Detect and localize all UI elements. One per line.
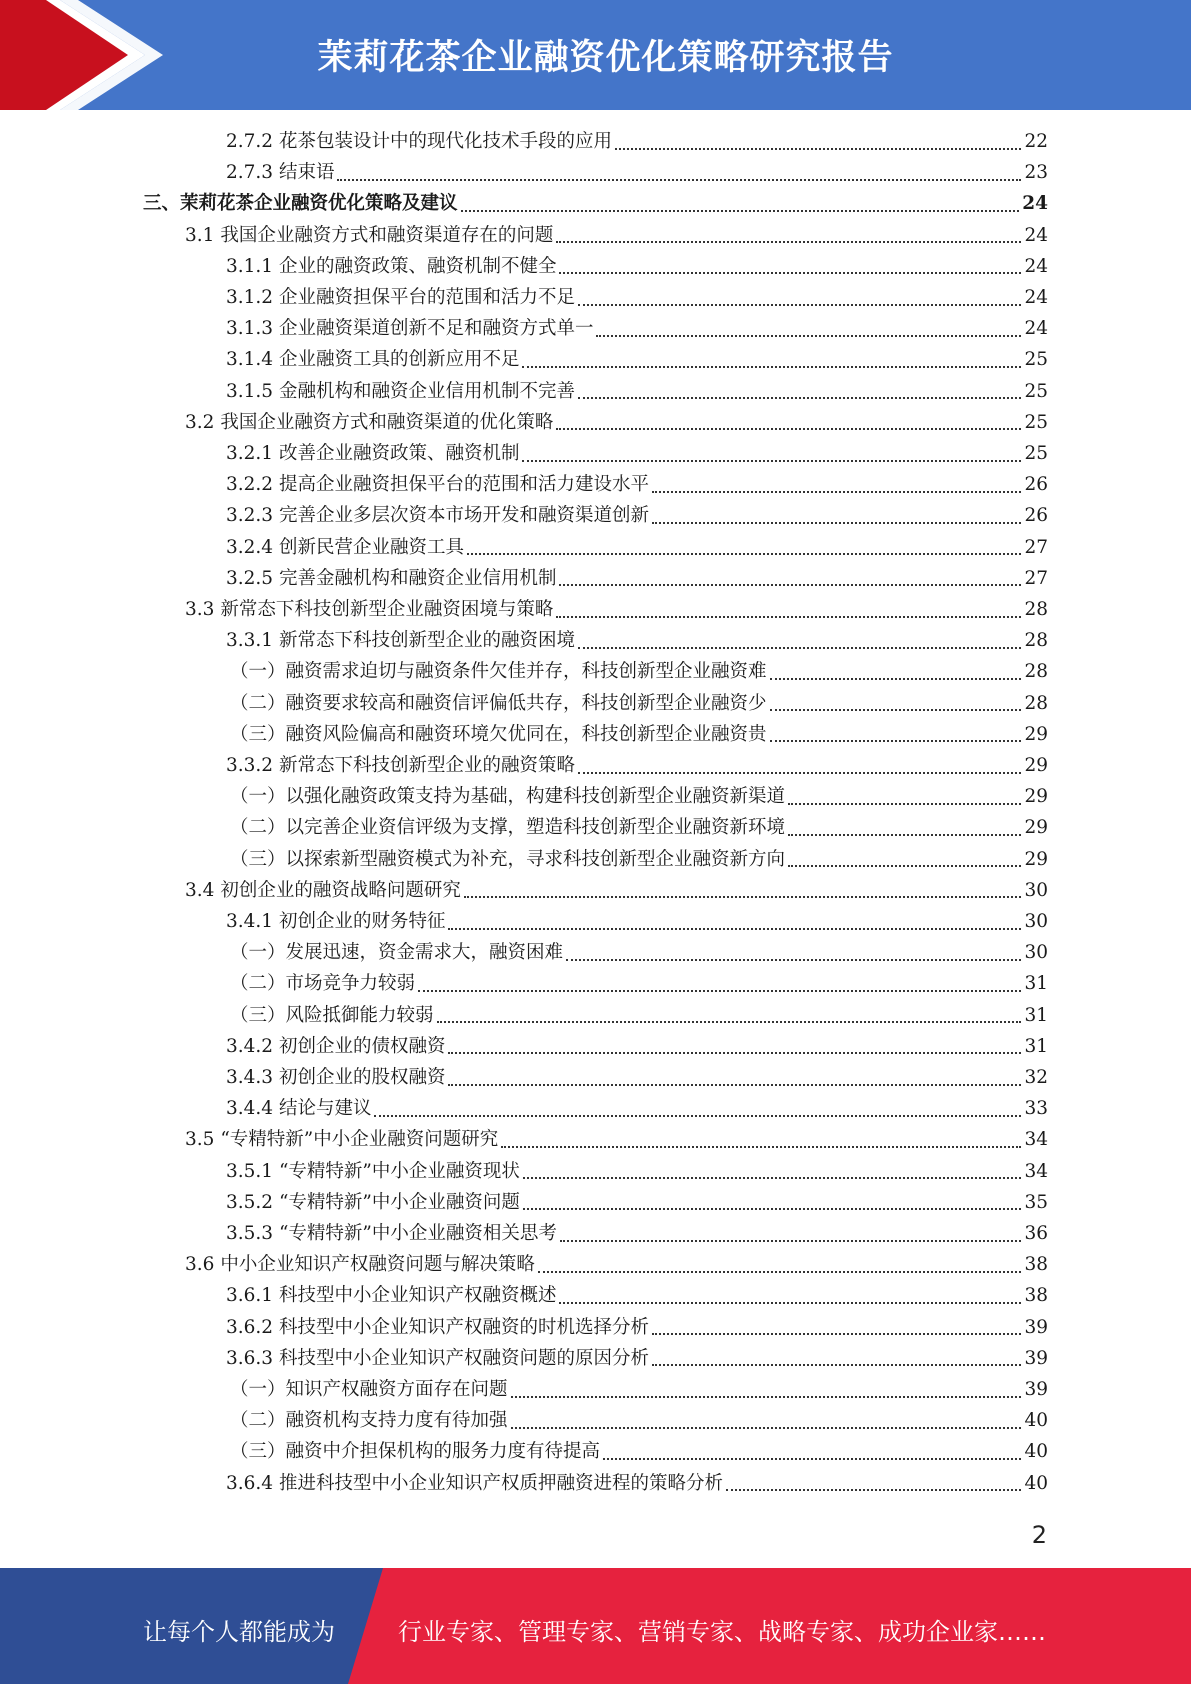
toc-entry-title	[230, 812, 785, 843]
toc-leader-dots	[374, 1115, 1021, 1117]
toc-leader-dots	[603, 1458, 1021, 1460]
toc-entry-title	[226, 282, 575, 313]
toc-entry-text: 我国企业融资方式和融资渠道存在的问题	[220, 224, 554, 246]
toc-entry-number: 3.6	[185, 1254, 215, 1276]
toc-entry-number: 3.5.2	[226, 1191, 274, 1213]
toc-entry-number: 3.3.2	[226, 755, 274, 776]
toc-entry-number: 2.7.3	[226, 162, 274, 184]
toc-entry-page: 39	[1024, 1316, 1048, 1338]
toc-entry-text: 融资风险偏高和融资环境欠优同在，科技创新型企业融资贵	[285, 723, 767, 745]
toc-entry[interactable]	[185, 875, 1048, 906]
toc-entry-page: 30	[1024, 942, 1048, 964]
toc-entry-number: 三、	[143, 193, 181, 215]
footer-slogan-left: 让每个人都能成为	[143, 1618, 335, 1646]
toc-leader-dots	[615, 148, 1021, 150]
toc-leader-dots	[788, 865, 1021, 867]
toc-entry-title	[226, 750, 575, 781]
toc-leader-dots	[559, 272, 1021, 274]
toc-entry-text: 融资中介担保机构的服务力度有待提高	[285, 1441, 601, 1463]
toc-entry[interactable]	[230, 688, 1048, 719]
toc-entry-text: 科技型中小企业知识产权融资问题的原因分析	[278, 1347, 649, 1369]
toc-entry-number: 3.6.3	[226, 1347, 274, 1369]
toc-entry-text: 金融机构和融资企业信用机制不完善	[278, 380, 575, 402]
toc-entry-number: 3.3.1	[226, 630, 274, 652]
toc-entry-text: 市场竞争力较弱	[285, 973, 416, 995]
toc-entry-number: 3.4.3	[226, 1067, 274, 1088]
toc-entry[interactable]	[226, 438, 1048, 469]
toc-leader-dots	[522, 366, 1021, 368]
toc-entry-number: 3.2.1	[226, 443, 274, 464]
toc-leader-dots	[448, 1084, 1021, 1086]
toc-entry-page: 28	[1024, 692, 1048, 714]
toc-entry-title	[230, 937, 563, 968]
toc-entry-text: 茉莉花茶企业融资优化策略及建议	[180, 193, 458, 215]
toc-entry-page: 38	[1024, 1285, 1048, 1307]
toc-entry-text: 初创企业的债权融资	[278, 1035, 446, 1057]
toc-entry[interactable]	[185, 594, 1048, 625]
toc-entry[interactable]	[226, 126, 1048, 157]
toc-entry[interactable]	[230, 844, 1048, 875]
toc-entry-page: 40	[1024, 1441, 1048, 1463]
toc-entry-text: 以强化融资政策支持为基础，构建科技创新型企业融资新渠道	[285, 786, 786, 808]
toc-entry-title	[226, 469, 649, 500]
toc-entry-number: 3.1	[185, 224, 215, 246]
toc-entry-text: 风险抵御能力较弱	[285, 1004, 434, 1026]
toc-entry-title	[185, 1249, 535, 1280]
toc-entry-page: 28	[1024, 630, 1048, 652]
toc-entry-text: 花茶包装设计中的现代化技术手段的应用	[278, 131, 612, 152]
toc-entry[interactable]	[226, 313, 1048, 344]
toc-entry-title	[226, 251, 556, 282]
toc-leader-dots	[559, 1302, 1021, 1304]
toc-entry-text: 融资要求较高和融资信评偏低共存，科技创新型企业融资少	[285, 692, 767, 714]
toc-entry-title	[226, 532, 464, 563]
toc-leader-dots	[522, 460, 1021, 462]
toc-entry-page: 25	[1024, 411, 1048, 433]
toc-entry-number: （三）	[230, 1441, 286, 1463]
toc-entry-text: 完善企业多层次资本市场开发和融资渠道创新	[278, 505, 649, 527]
toc-entry-number: （一）	[230, 1379, 286, 1400]
toc-entry-text: 融资需求迫切与融资条件欠佳并存，科技创新型企业融资难	[285, 661, 767, 683]
toc-entry-text: 我国企业融资方式和融资渠道的优化策略	[220, 411, 554, 433]
toc-entry-title	[226, 625, 575, 656]
footer-banner	[0, 1568, 1191, 1684]
toc-entry-text: 发展迅速，资金需求大，融资困难	[285, 942, 564, 964]
toc-leader-dots	[448, 1052, 1021, 1054]
toc-entry[interactable]	[226, 906, 1048, 937]
page-number: 2	[1031, 1521, 1047, 1549]
footer-slogan-right: 行业专家、管理专家、营销专家、战略专家、成功企业家……	[398, 1618, 1046, 1646]
toc-entry-title	[230, 688, 767, 719]
toc-entry-page: 27	[1024, 536, 1048, 558]
toc-entry-title	[226, 1031, 445, 1062]
toc-entry-number: 3.4	[185, 879, 215, 901]
toc-entry-text: 新常态下科技创新型企业融资困境与策略	[220, 599, 554, 620]
toc-entry[interactable]	[226, 1062, 1048, 1093]
toc-entry-text: 融资机构支持力度有待加强	[285, 1410, 508, 1432]
toc-entry-text: 推进科技型中小企业知识产权质押融资进程的策略分析	[278, 1472, 723, 1494]
toc-leader-dots	[501, 1146, 1021, 1148]
toc-entry[interactable]	[226, 563, 1048, 594]
toc-entry[interactable]	[226, 1218, 1048, 1249]
toc-entry-title	[230, 1405, 508, 1436]
toc-entry[interactable]	[226, 282, 1048, 313]
toc-entry-title	[185, 1124, 498, 1155]
toc-leader-dots	[464, 896, 1022, 898]
toc-leader-dots	[578, 397, 1021, 399]
toc-leader-dots	[559, 584, 1021, 586]
toc-entry[interactable]	[230, 1405, 1048, 1436]
toc-entry-number: 3.2.5	[226, 567, 274, 589]
toc-entry-page: 28	[1024, 661, 1048, 683]
toc-entry-title	[226, 1062, 445, 1093]
toc-leader-dots	[770, 740, 1022, 742]
toc-entry-number: 3.5	[185, 1129, 215, 1151]
toc-entry-number: 3.6.4	[226, 1472, 274, 1494]
toc-entry-title	[226, 1468, 723, 1499]
toc-entry-number: 3.1.3	[226, 318, 274, 340]
toc-entry[interactable]	[226, 1312, 1048, 1343]
toc-entry-title	[226, 1280, 556, 1311]
toc-entry-page: 34	[1024, 1129, 1048, 1151]
toc-leader-dots	[556, 616, 1021, 618]
toc-entry-number: 3.1.5	[226, 380, 274, 402]
toc-entry[interactable]	[230, 719, 1048, 750]
toc-leader-dots	[788, 834, 1021, 836]
toc-entry[interactable]	[185, 407, 1048, 438]
toc-entry-number: （三）	[230, 848, 286, 870]
toc-entry-page: 26	[1024, 505, 1048, 527]
toc-entry[interactable]	[226, 1187, 1048, 1218]
toc-entry-page: 32	[1024, 1067, 1048, 1088]
toc-entry-page: 23	[1024, 162, 1048, 184]
toc-entry[interactable]	[230, 812, 1048, 843]
toc-entry-title	[226, 500, 649, 531]
toc-entry[interactable]	[226, 1468, 1048, 1499]
toc-entry-number: 3.1.2	[226, 287, 274, 308]
toc-entry-page: 29	[1024, 723, 1048, 745]
toc-entry-page: 40	[1024, 1410, 1048, 1432]
toc-entry-page: 31	[1024, 973, 1048, 995]
toc-entry-title	[226, 376, 575, 407]
toc-entry-title	[226, 1218, 557, 1249]
toc-entry-text: 以探索新型融资模式为补充，寻求科技创新型企业融资新方向	[285, 848, 786, 870]
toc-entry-text: 企业融资渠道创新不足和融资方式单一	[278, 318, 594, 340]
toc-entry-page: 40	[1024, 1472, 1048, 1494]
toc-entry-number: 3.4.2	[226, 1035, 274, 1057]
toc-entry[interactable]	[230, 1374, 1048, 1405]
toc-entry-page: 39	[1024, 1347, 1048, 1369]
toc-leader-dots	[566, 959, 1021, 961]
toc-entry-text: “专精特新”中小企业融资现状	[278, 1160, 520, 1182]
toc-entry-number: 3.2.2	[226, 474, 274, 496]
toc-leader-dots	[523, 1208, 1022, 1210]
toc-entry-text: 中小企业知识产权融资问题与解决策略	[220, 1254, 535, 1276]
toc-entry[interactable]	[143, 188, 1048, 219]
toc-entry-page: 30	[1024, 911, 1048, 932]
toc-leader-dots	[578, 647, 1021, 649]
toc-entry-number: 3.6.2	[226, 1316, 274, 1338]
toc-entry-text: 知识产权融资方面存在问题	[285, 1379, 508, 1400]
toc-entry-text: 改善企业融资政策、融资机制	[278, 443, 520, 464]
toc-entry[interactable]	[230, 1436, 1048, 1467]
toc-entry[interactable]	[226, 1280, 1048, 1311]
toc-leader-dots	[770, 709, 1022, 711]
toc-entry-page: 29	[1024, 786, 1048, 808]
toc-entry-text: 企业的融资政策、融资机制不健全	[278, 255, 557, 277]
toc-entry-title	[230, 968, 415, 999]
toc-entry-text: “专精特新”中小企业融资相关思考	[278, 1223, 557, 1244]
toc-entry-text: “专精特新”中小企业融资问题研究	[220, 1129, 499, 1151]
toc-entry-title	[230, 656, 767, 687]
toc-entry-page: 29	[1024, 848, 1048, 870]
toc-entry-text: 企业融资担保平台的范围和活力不足	[278, 287, 575, 308]
toc-entry-number: 3.4.4	[226, 1098, 274, 1120]
toc-entry-page: 36	[1024, 1223, 1048, 1244]
toc-entry-page: 27	[1024, 567, 1048, 589]
toc-leader-dots	[461, 210, 1020, 212]
toc-entry-title	[226, 906, 445, 937]
toc-entry-page: 24	[1024, 224, 1048, 246]
toc-entry-title	[143, 188, 458, 219]
toc-entry-title	[230, 1436, 600, 1467]
toc-entry[interactable]	[230, 937, 1048, 968]
toc-entry-number: （一）	[230, 786, 286, 808]
toc-entry-text: 科技型中小企业知识产权融资的时机选择分析	[278, 1316, 649, 1338]
toc-leader-dots	[467, 553, 1021, 555]
toc-entry[interactable]	[230, 1000, 1048, 1031]
toc-entry-number: （一）	[230, 661, 286, 683]
toc-entry-number: （三）	[230, 723, 286, 745]
toc-entry[interactable]	[226, 251, 1048, 282]
toc-entry-page: 30	[1024, 879, 1048, 901]
toc-entry[interactable]	[226, 157, 1048, 188]
toc-entry-number: 3.5.3	[226, 1223, 274, 1244]
toc-entry-page: 25	[1024, 380, 1048, 402]
toc-entry-text: 新常态下科技创新型企业的融资困境	[278, 630, 575, 652]
toc-entry-title	[185, 594, 553, 625]
toc-entry-number: （二）	[230, 817, 286, 839]
toc-entry[interactable]	[226, 500, 1048, 531]
toc-entry-text: 新常态下科技创新型企业的融资策略	[278, 755, 575, 776]
toc-entry-title	[226, 1312, 649, 1343]
toc-entry-text: 初创企业的财务特征	[278, 911, 446, 932]
toc-entry-title	[185, 220, 553, 251]
toc-entry[interactable]	[230, 781, 1048, 812]
toc-entry[interactable]	[226, 344, 1048, 375]
toc-entry[interactable]	[226, 750, 1048, 781]
toc-leader-dots	[578, 772, 1021, 774]
toc-leader-dots	[538, 1271, 1022, 1273]
toc-entry-title	[230, 719, 767, 750]
toc-entry-page: 35	[1024, 1191, 1048, 1213]
toc-leader-dots	[726, 1489, 1021, 1491]
toc-entry-number: 3.6.1	[226, 1285, 274, 1307]
toc-entry-title	[226, 438, 519, 469]
toc-entry-page: 34	[1024, 1160, 1048, 1182]
toc-entry[interactable]	[185, 220, 1048, 251]
toc-entry-number: 3.1.4	[226, 349, 274, 371]
toc-entry-title	[226, 344, 519, 375]
toc-entry-title	[185, 875, 461, 906]
toc-entry[interactable]	[226, 532, 1048, 563]
toc-leader-dots	[596, 335, 1021, 337]
toc-entry[interactable]	[230, 656, 1048, 687]
toc-entry-text: “专精特新”中小企业融资问题	[278, 1191, 520, 1213]
toc-entry-page: 24	[1024, 287, 1048, 308]
toc-entry-number: （二）	[230, 692, 286, 714]
toc-entry-text: 结论与建议	[278, 1098, 372, 1120]
toc-entry-number: 3.2	[185, 411, 215, 433]
toc-entry-page: 38	[1024, 1254, 1048, 1276]
toc-entry-number: 3.4.1	[226, 911, 274, 932]
toc-leader-dots	[556, 428, 1021, 430]
toc-leader-dots	[511, 1396, 1022, 1398]
toc-leader-dots	[770, 678, 1022, 680]
toc-leader-dots	[337, 179, 1021, 181]
toc-entry-number: 3.1.1	[226, 255, 274, 277]
toc-entry-text: 完善金融机构和融资企业信用机制	[278, 567, 557, 589]
header-banner	[0, 0, 1191, 110]
toc-leader-dots	[652, 491, 1021, 493]
toc-entry-number: （二）	[230, 973, 286, 995]
toc-entry-title	[226, 157, 334, 188]
toc-entry-number: （一）	[230, 942, 286, 964]
toc-entry[interactable]	[226, 1343, 1048, 1374]
toc-entry-text: 科技型中小企业知识产权融资概述	[278, 1285, 557, 1307]
toc-leader-dots	[788, 803, 1021, 805]
toc-entry-text: 初创企业的股权融资	[278, 1067, 446, 1088]
toc-leader-dots	[511, 1427, 1022, 1429]
toc-leader-dots	[448, 928, 1021, 930]
toc-leader-dots	[523, 1177, 1022, 1179]
toc-entry-number: （三）	[230, 1004, 286, 1026]
toc-entry-page: 31	[1024, 1035, 1048, 1057]
toc-entry-page: 29	[1024, 817, 1048, 839]
toc-entry[interactable]	[226, 469, 1048, 500]
toc-entry-title	[230, 1000, 434, 1031]
toc-entry[interactable]	[230, 968, 1048, 999]
report-title: 茉莉花茶企业融资优化策略研究报告	[317, 38, 894, 78]
toc-entry-title	[226, 1156, 520, 1187]
toc-entry-title	[230, 781, 785, 812]
toc-leader-dots	[578, 304, 1021, 306]
toc-entry-title	[226, 1187, 520, 1218]
toc-entry-text: 提高企业融资担保平台的范围和活力建设水平	[278, 474, 649, 496]
toc-entry-text: 以完善企业资信评级为支撑，塑造科技创新型企业融资新环境	[285, 817, 786, 839]
toc-entry-number: （二）	[230, 1410, 286, 1432]
toc-leader-dots	[652, 1364, 1021, 1366]
toc-entry-number: 3.3	[185, 599, 215, 620]
toc-entry-page: 31	[1024, 1004, 1048, 1026]
toc-leader-dots	[418, 990, 1021, 992]
toc-entry-number: 3.2.4	[226, 536, 274, 558]
toc-entry[interactable]	[185, 1124, 1048, 1155]
toc-entry-title	[226, 563, 556, 594]
toc-leader-dots	[560, 1240, 1022, 1242]
toc-entry[interactable]	[226, 625, 1048, 656]
toc-entry-page: 28	[1024, 599, 1048, 620]
toc-entry-page: 26	[1024, 474, 1048, 496]
toc-leader-dots	[556, 241, 1021, 243]
toc-entry-title	[230, 1374, 508, 1405]
toc-entry-page: 24	[1022, 193, 1048, 215]
toc-entry-title	[226, 313, 593, 344]
toc-entry-text: 企业融资工具的创新应用不足	[278, 349, 520, 371]
toc-entry-title	[226, 1093, 371, 1124]
toc-entry-title	[230, 844, 785, 875]
toc-entry-page: 24	[1024, 255, 1048, 277]
toc-entry-page: 33	[1024, 1098, 1048, 1120]
toc-leader-dots	[437, 1021, 1022, 1023]
toc-entry-number: 3.2.3	[226, 505, 274, 527]
toc-entry[interactable]	[226, 1031, 1048, 1062]
toc-entry-title	[226, 126, 612, 157]
toc-entry-text: 初创企业的融资战略问题研究	[220, 879, 461, 901]
toc-entry-page: 29	[1024, 755, 1048, 776]
toc-leader-dots	[652, 1333, 1021, 1335]
toc-entry-page: 22	[1024, 131, 1048, 152]
toc-entry-number: 3.5.1	[226, 1160, 274, 1182]
toc-entry[interactable]	[226, 376, 1048, 407]
toc-entry-title	[226, 1343, 649, 1374]
toc-leader-dots	[652, 522, 1021, 524]
toc-entry-number: 2.7.2	[226, 131, 274, 152]
toc-entry-page: 25	[1024, 443, 1048, 464]
toc-entry-page: 25	[1024, 349, 1048, 371]
toc-entry[interactable]	[226, 1093, 1048, 1124]
toc-entry-text: 创新民营企业融资工具	[278, 536, 464, 558]
toc-entry-text: 结束语	[278, 162, 335, 184]
toc-entry-page: 39	[1024, 1379, 1048, 1400]
toc-entry[interactable]	[226, 1156, 1048, 1187]
toc-entry-page: 24	[1024, 318, 1048, 340]
toc-entry-title	[185, 407, 553, 438]
toc-entry[interactable]	[185, 1249, 1048, 1280]
